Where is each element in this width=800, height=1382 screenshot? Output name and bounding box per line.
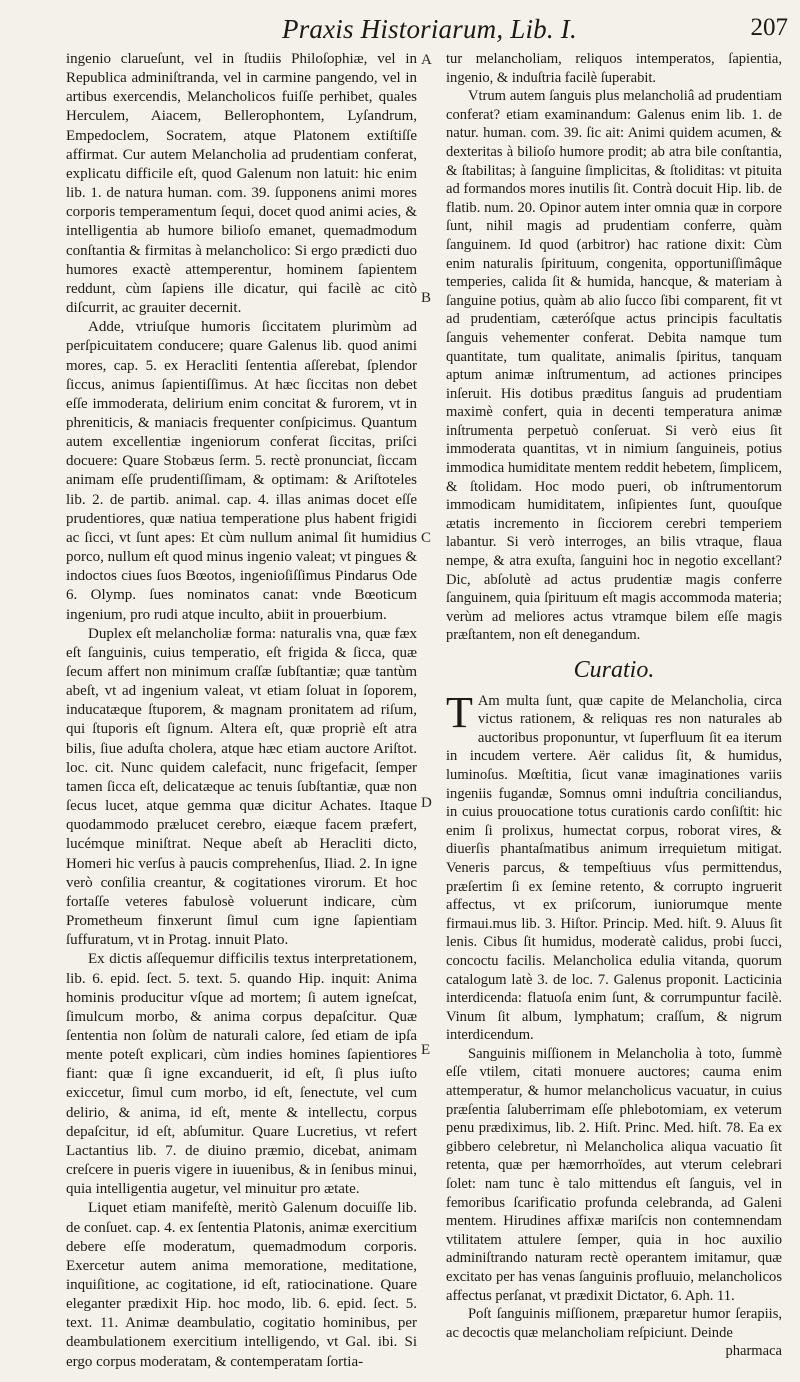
left-paragraph-2: Adde, vtriuſque humoris ſiccitatem plurimùm ad perſpicuitatem conducere; quare Galenus lib. quod animi mores, cap. 5. ex Heracliti ſententia aſſerebat, ſplendor ſiccus, animus ſapientiſſimus. At hæc ſiccitas non debet eſſe immoderata, delirium enim concitat & furorem, vt in phreniticis, & maniacis frequenter conſpicimus. Quantum autem excellentiæ ingeniorum conferat ſiccitas, priſci docuere: Quare Stobæus ſerm. 5. rectè pronunciat, ſiccam animam eſſe prudentiſſimam, & optimam: & Ariſtoteles lib. 2. de partib. animal. cap. 4. illas animas docet eſſe prudentiores, quæ natiua temperatione plus habent frigidi ac ſicci, vt ſunt apes: Et cùm nullum animal ſit humidius porco, nullum eſt quod minus ingenio valeat; vt pingues & indoctos ciues ſuos Bœotos, ingenioſiſſimus Pindarus Ode 6. Olymp. ſues nominatos canat: vnde Bœoticum ingenium, pro rudi atque inculto, abiit in prouerbium. [66,319,417,623]
right-paragraph-2: Vtrum autem ſanguis plus melancholiâ ad prudentiam conferat? etiam examinandum: Galenus enim lib. 1. de natur. human. com. 39. ſic ait: Animi quidem acumen, & dexteritas à bilioſo humore prodit; ab atra bile conſtantia, & ſtabilitas; à ſanguine ſimplicitas, & ſtoliditas: vt pituita ad formandos mores inutilis ſit. Contrà docuit Hip. lib. de flatib. num. 20. Opinor autem inter omnia quæ in corpore ſunt, nihil magis ad prudentiam conferre, quàm ſanguinem. Id quod (arbitror) hac ratione dixit: Cùm enim naturalis ſpirituum, congenita, opportuniſſimâque temperies, calida ſit & humida, hancque, & materiam à ſanguine potius, quàm ab alio ſucco ſibi comparent, fit vt ad prudentiam, cæteróſque actus principis facultatis ſanguis vehementer conferat. Debita namque tum quantitate, tum qualitate, animalis ſpiritus, tanquam aptum animæ inſtrumentum, ad actiones principes inſeruit. His dotibus præditus ſanguis ad prudentiam maximè confert, quia in decenti temperatura animæ inſtrumenta perpetuò conſeruat. Si verò eius ſit immoderata quantitas, vt in nimium ſanguineis, potius immodica humiditate mentem reddit hebetem, ſimplicem, & ſtolidam. Hoc modo pueri, ob inſtrumentorum immodicam humiditatem, inſipientes ſunt, quouſque ætatis incremento in ſicciorem cerebri temperiem labantur. Si verò interroges, an bilis vtraque, flaua nempe, & atra exuſta, ſanguini hoc in negotio excellant? Dic, abſolutè ad actus prudentiæ magis conferre ſanguinem, quia ſpirituum eſt magis accommoda materia; verùm ad meliores actus vtramque bilem eſſe magis præſtantem, non eſt denegandum. [446,88,782,644]
right-paragraph-5: Poſt ſanguinis miſſionem, præparetur humor ſerapiis, ac decoctis quæ melancholiam reſpiciunt. Deinde [446,1306,782,1341]
page-number: 207 [750,14,788,41]
right-paragraph-3-text: Am multa ſunt, quæ capite de Melancholia, circa victus rationem, & reliquas res non naturales ab auctoribus proponuntur, vt ſuperfluum ſit ea iterum in incudem vertere. Aër calidus ſit, & humidus, luminoſus. Mœſtitia, ſicut vanæ imaginationes variis ingeniis fugandæ, Somnus omni induſtria conciliandus, in cuius prouocatione totus curationis cardo conſiſtit: hic enim ſi prolixus, humectat corpus, roborat vires, & diuerſis phantaſmatibus animum irrequietum mitigat. Veneris parcus, & tempeſtiuus vſus permittendus, præſertim ſi ex ſemine retento, & corrupto ingruerit affectus, vt ex priſcorum, iuniorumque mente firmaui.mus lib. 3. Hiſtor. Princip. Med. hiſt. 9. Aluus ſit lenis. Cibus ſit humidus, moderatè calidus, probi ſucci, concoctu facilis. Melancholica edulia vitanda, quorum catalogum latè 3. de loc. 7. Galenus proponit. Lacticinia interdicenda: flatuoſa enim ſunt, & corrumpuntur facilè. Vinum ſit album, lymphatum; craſſum, & nigrum interdicendum. [446,692,782,1044]
left-paragraph-5: Liquet etiam manifeſtè, meritò Galenum docuiſſe lib. de conſuet. cap. 4. ex ſententia Platonis, animæ exercitium debere eſſe moderatum, quemadmodum corporis. Exercetur autem anima memoratione, meditatione, inquiſitione, ac cogitatione, id eſt, ratiocinatione. Quare eleganter prædixit Hip. hoc modo, lib. 6. epid. ſect. 5. text. 11. Animæ deambulatio, cogitatio hominibus, per deambulationem exercitium intelligendo, vt Gal. ibi. Si ergo corpus moderatam, & contemperatam ſortia- [66,1200,417,1370]
catchword: pharmaca [725,1343,782,1360]
right-paragraph-4: Sanguinis miſſionem in Melancholia à toto, ſummè eſſe vtilem, citati monuere auctores; cauma enim attemperatur, & humor melancholicus vacuatur, in cuius præſentia ſaluberrimam eſſe phlebotomiam, ex veterum penu prædiximus, lib. 2. Hiſt. Princ. Med. hiſt. 78. Ea ex gibbero celebretur, nì Melancholica aliqua vacuatio ſit retenta, quæ per hæmorrhoïdes, aut vterum celebrari ſolet: nam tunc è talo mittendus eſt ſanguis, vel in femoribus ſcarificatio profunda celebranda, ad Galeni mentem. Hirudines affixæ mariſcis non contemnendam vtilitatem attulere ſemper, quia in hoc auxilio adminiſtrando naturam rectè operantem imitamur, quæ excitato per has venas ſanguinis profluuio, melancholicos affectus perſanat, vt prædixit Dictator, 6. Aph. 11. [446,1045,782,1304]
left-column [66,50,417,1372]
margin-letter-d: D [421,795,432,811]
margin-letter-c: C [421,530,432,546]
margin-letter-a: A [421,52,432,68]
margin-letter-b: B [421,290,432,306]
left-paragraph-3: Duplex eſt melancholiæ forma: naturalis vna, quæ fæx eſt ſanguinis, cuius temperatio, eſt frigida & ſicca, quæ ſecum affert non minimum craſſæ ſubſtantiæ; quæ tantùm abeſt, vt ad ingenium valeat, vt etiam ſoluat in ſoporem, inducatæque ſtuporem, & magnam pronitatem ad riſum, qui ſtuporis eſt ſignum. Altera eſt, quæ propriè eſt atra bilis, ſiue aduſta cholera, atque hæc etiam auctore Ariſtot. loc. cit. Nunc quidem calefacit, nunc frigefacit, ſemper tamen ſicca eſt, delicatæque ac tenuis ſubſtantiæ, quæ non ſecus lucet, atque gemma quæ dicitur Achates. Itaque quodammodo prælucet cerebro, eiæque facem præfert, lucémque miniſtrat. Neque abeſt ab Heracliti dicto, Homeri hic verſus à paucis comprehenſus, Iliad. 2. In igne verò conſilia creantur, & cogitationes virorum. Et hoc fortaſſe veteres fabulosè voluerunt indicare, cùm Prometheum finxerunt ſimul cum igne ſapientiam ſuffuratum, vt in Protag. innuit Plato. [66,625,417,949]
drop-cap-letter: T [446,687,473,737]
left-paragraph-4: Ex dictis aſſequemur difficilis textus interpretationem, lib. 6. epid. ſect. 5. text. 5. quando Hip. inquit: Anima hominis producitur vſque ad mortem; ſi autem igneſcat, ſimulcum morbo, & anima corpus depaſcitur. Quæ ſententia non ſolùm de naturali calore, ſed etiam de ipſa mente poteſt explicari, cùm indies homines ſapientiores fiant: quæ ſi igne excanduerit, id eſt, ſi plus iuſto exiccetur, ſimul cum morbo, id eſt, ſenectute, vel cum delirio, & anima, id eſt, mente & intellectu, corpus depaſcitur, id eſt, abſumitur. Quare Lucretius, vt refert Lactantius lib. 7. de diuino præmio, dicebat, animam creſcere in pueris vigere in iuuenibus, & in ſenibus minui, quia intelligentia augetur, vel minuitur pro ætate. [66,951,417,1198]
running-title: Praxis Historiarum, Lib. I. [282,14,577,44]
right-paragraph-1: tur melancholiam, reliquos intemperatos, ſapientia, ingenio, & induſtria facilè ſuperabit. [446,51,782,86]
page-header [0,10,800,50]
section-heading-curatio: Curatio. [573,657,655,683]
left-paragraph-1: ingenio clarueſunt, vel in ſtudiis Philoſophiæ, vel in Republica adminiſtranda, vel in carmine pangendo, vel in artibus exercendis, Melancholicos fuiſſe perhibet, quales Herculem, Aiacem, Bellerophontem, Lyſandrum, Empedoclem, Socratem, atque Platonem extiſtiſſe affirmat. Cur autem Melancholia ad prudentiam conferat, explicatu difficile eſt, quod Galenum non latuit: hic enim lib. 1. de natura human. com. 39. ſupponens animi mores corporis temperamentum ſequi, docet quod animi acies, & intelligentia ab humore bilioſo emanet, quemadmodum conſtantia & firmitas à melancholico: Si ergo prædicti duo humores exactè attemperentur, hominem ſapientem reddunt, cùm ſapiens ille dicatur, qui facilè ac citò diſcurrit, ac grauiter decernit. [66,51,417,317]
right-column [446,50,782,1361]
right-paragraph-3 [446,687,782,1045]
margin-letter-e: E [421,1042,431,1058]
